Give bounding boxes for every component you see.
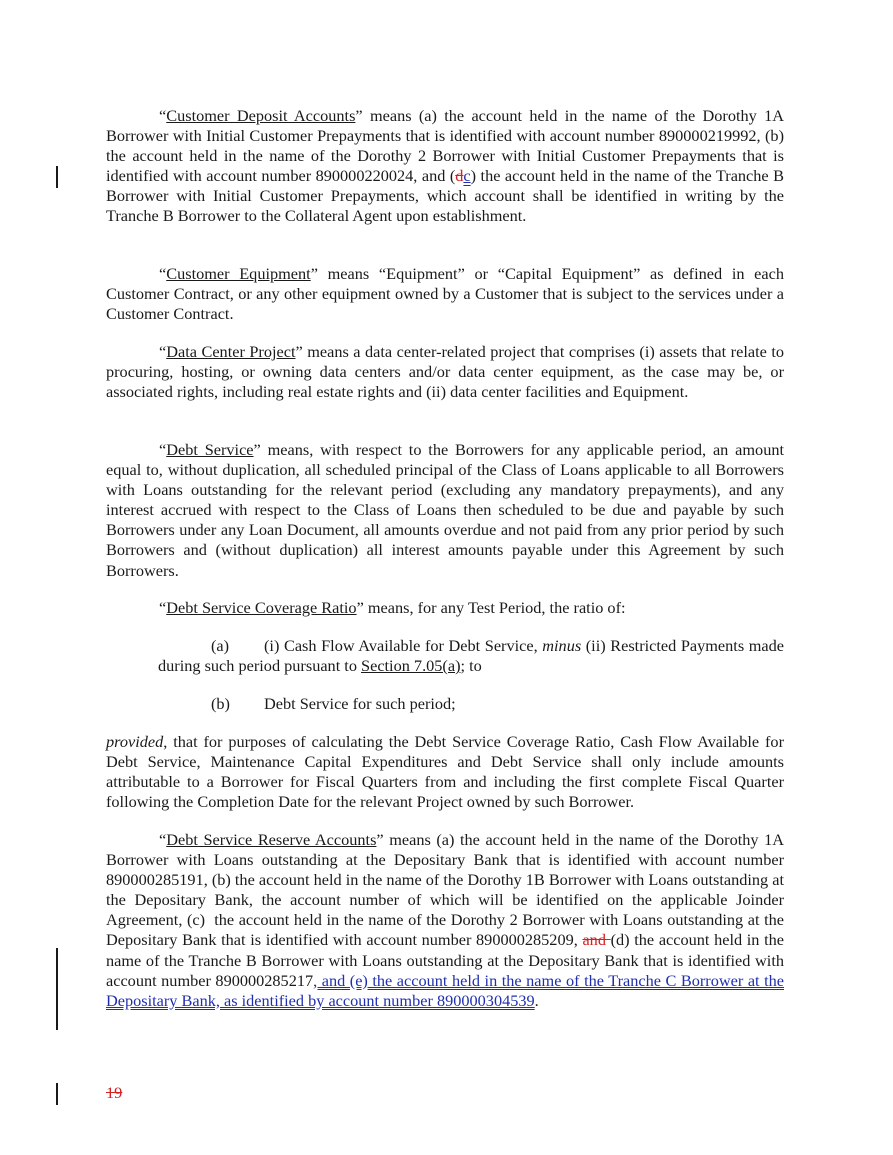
defined-term: Customer Equipment <box>166 264 311 283</box>
clause-text: (ii) Restricted Payments made during such period pursuant to <box>158 636 785 676</box>
definition-debt-service-coverage-ratio <box>106 598 784 618</box>
definition-text: . <box>534 990 539 1010</box>
clause-text: Debt Service for such period; <box>264 694 456 713</box>
definition-customer-deposit-accounts <box>106 106 784 227</box>
defined-term: Customer Deposit Accounts <box>166 106 356 125</box>
deleted-text: d <box>455 166 464 186</box>
quote-mark: “ <box>159 830 167 849</box>
emphasis-text: minus <box>542 636 582 655</box>
proviso-text: , that for purposes of calculating the Debt Service Coverage Ratio, Cash Flow Available for Debt Service, Maintenance Capital Expenditures and Debt Service shall only include amounts attributable to a Borrower for Fiscal Quarters from and including the first complete Fiscal Quarter following the Completion Date for the relevant Project owned by such Borrower. <box>106 732 784 812</box>
clause-label: (b) <box>211 694 230 713</box>
clause-a <box>158 636 784 676</box>
defined-term: Data Center Project <box>166 342 296 361</box>
definition-text: ” means (a) the account held in the name of the Dorothy 1A Borrower with Loans outstanding at the Depositary Bank that is identified with account number 890000285191, (b) the account held in the name of the Dorothy 1B Borrower with Loans outstanding at the Depositary Bank, the account number of which will be identified on the applicable Joinder Agreement, (c) the account held in the name of the Dorothy 2 Borrower with Loans outstanding at the Depositary Bank that is identified with account number 890000285209, <box>106 830 784 950</box>
change-bar <box>56 166 58 188</box>
defined-term: Debt Service Reserve Accounts <box>166 830 377 849</box>
definition-text: ” means a data center-related project that comprises (i) assets that relate to procuring, hosting, or owning data centers and/or data center equipment, as the case may be, or associated rights, including real estate rights and (ii) data center facilities and Equipment. <box>106 342 784 402</box>
change-bar <box>56 1083 58 1105</box>
defined-term: Debt Service <box>166 440 254 459</box>
definition-text: ” means, with respect to the Borrowers for any applicable period, an amount equal to, without duplication, all scheduled principal of the Class of Loans applicable to all Borrowers with Loans outstanding for the relevant period (excluding any mandatory prepayments), and any interest accrued with respect to the Class of Loans then scheduled to be due and payable by such Borrowers under any Loan Document, all amounts overdue and not paid from any prior period by such Borrowers and (without duplication) all interest amounts payable under this Agreement by such Borrowers. <box>106 440 784 580</box>
clause-b <box>158 694 784 714</box>
emphasis-text: provided <box>106 732 164 751</box>
inserted-text: c <box>463 166 471 186</box>
clause-label: (a) <box>211 636 230 655</box>
deleted-text: and <box>582 930 611 950</box>
quote-mark: “ <box>159 264 167 283</box>
clause-text: ; to <box>460 656 482 676</box>
defined-term: Debt Service Coverage Ratio <box>166 598 357 617</box>
quote-mark: “ <box>159 106 167 125</box>
inserted-text: , and (e) the account held in the name of the Tranche C Borrower at the Depositary Bank, as identified by account number 890000304539 <box>106 970 784 1010</box>
section-reference: Section 7.05(a) <box>361 656 461 676</box>
page-number <box>106 1083 122 1103</box>
definition-data-center-project <box>106 342 784 402</box>
definition-text: ) the account held in the name of the Tranche B Borrower with Initial Customer Prepayments, which account shall be identified in writing by the Tranche B Borrower to the Collateral Agent upon establishment. <box>106 166 784 226</box>
definition-customer-equipment <box>106 264 784 324</box>
definition-text: ” means “Equipment” or “Capital Equipment” as defined in each Customer Contract, or any other equipment owned by a Customer that is subject to the services under a Customer Contract. <box>106 264 784 324</box>
clause-text: (i) Cash Flow Available for Debt Service, <box>264 636 543 655</box>
quote-mark: “ <box>159 342 167 361</box>
definition-text: ” means (a) the account held in the name of the Dorothy 1A Borrower with Initial Customer Prepayments that is identified with account number 890000219992, (b) the account held in the name of the Dorothy 2 Borrower with Initial Customer Prepayments that is identified with account number 890000220024, and ( <box>106 106 784 186</box>
proviso <box>106 732 784 812</box>
quote-mark: “ <box>159 598 167 617</box>
definition-text: ” means, for any Test Period, the ratio of: <box>356 598 626 617</box>
definition-debt-service-reserve-accounts <box>106 830 784 1011</box>
definition-text: (d) the account held in the name of the Tranche B Borrower with Loans outstanding at the Depositary Bank that is identified with account number 890000285217 <box>106 930 784 990</box>
deleted-page-number: 19 <box>106 1083 123 1102</box>
definition-debt-service <box>106 440 784 581</box>
change-bar <box>56 948 58 1030</box>
quote-mark: “ <box>159 440 167 459</box>
